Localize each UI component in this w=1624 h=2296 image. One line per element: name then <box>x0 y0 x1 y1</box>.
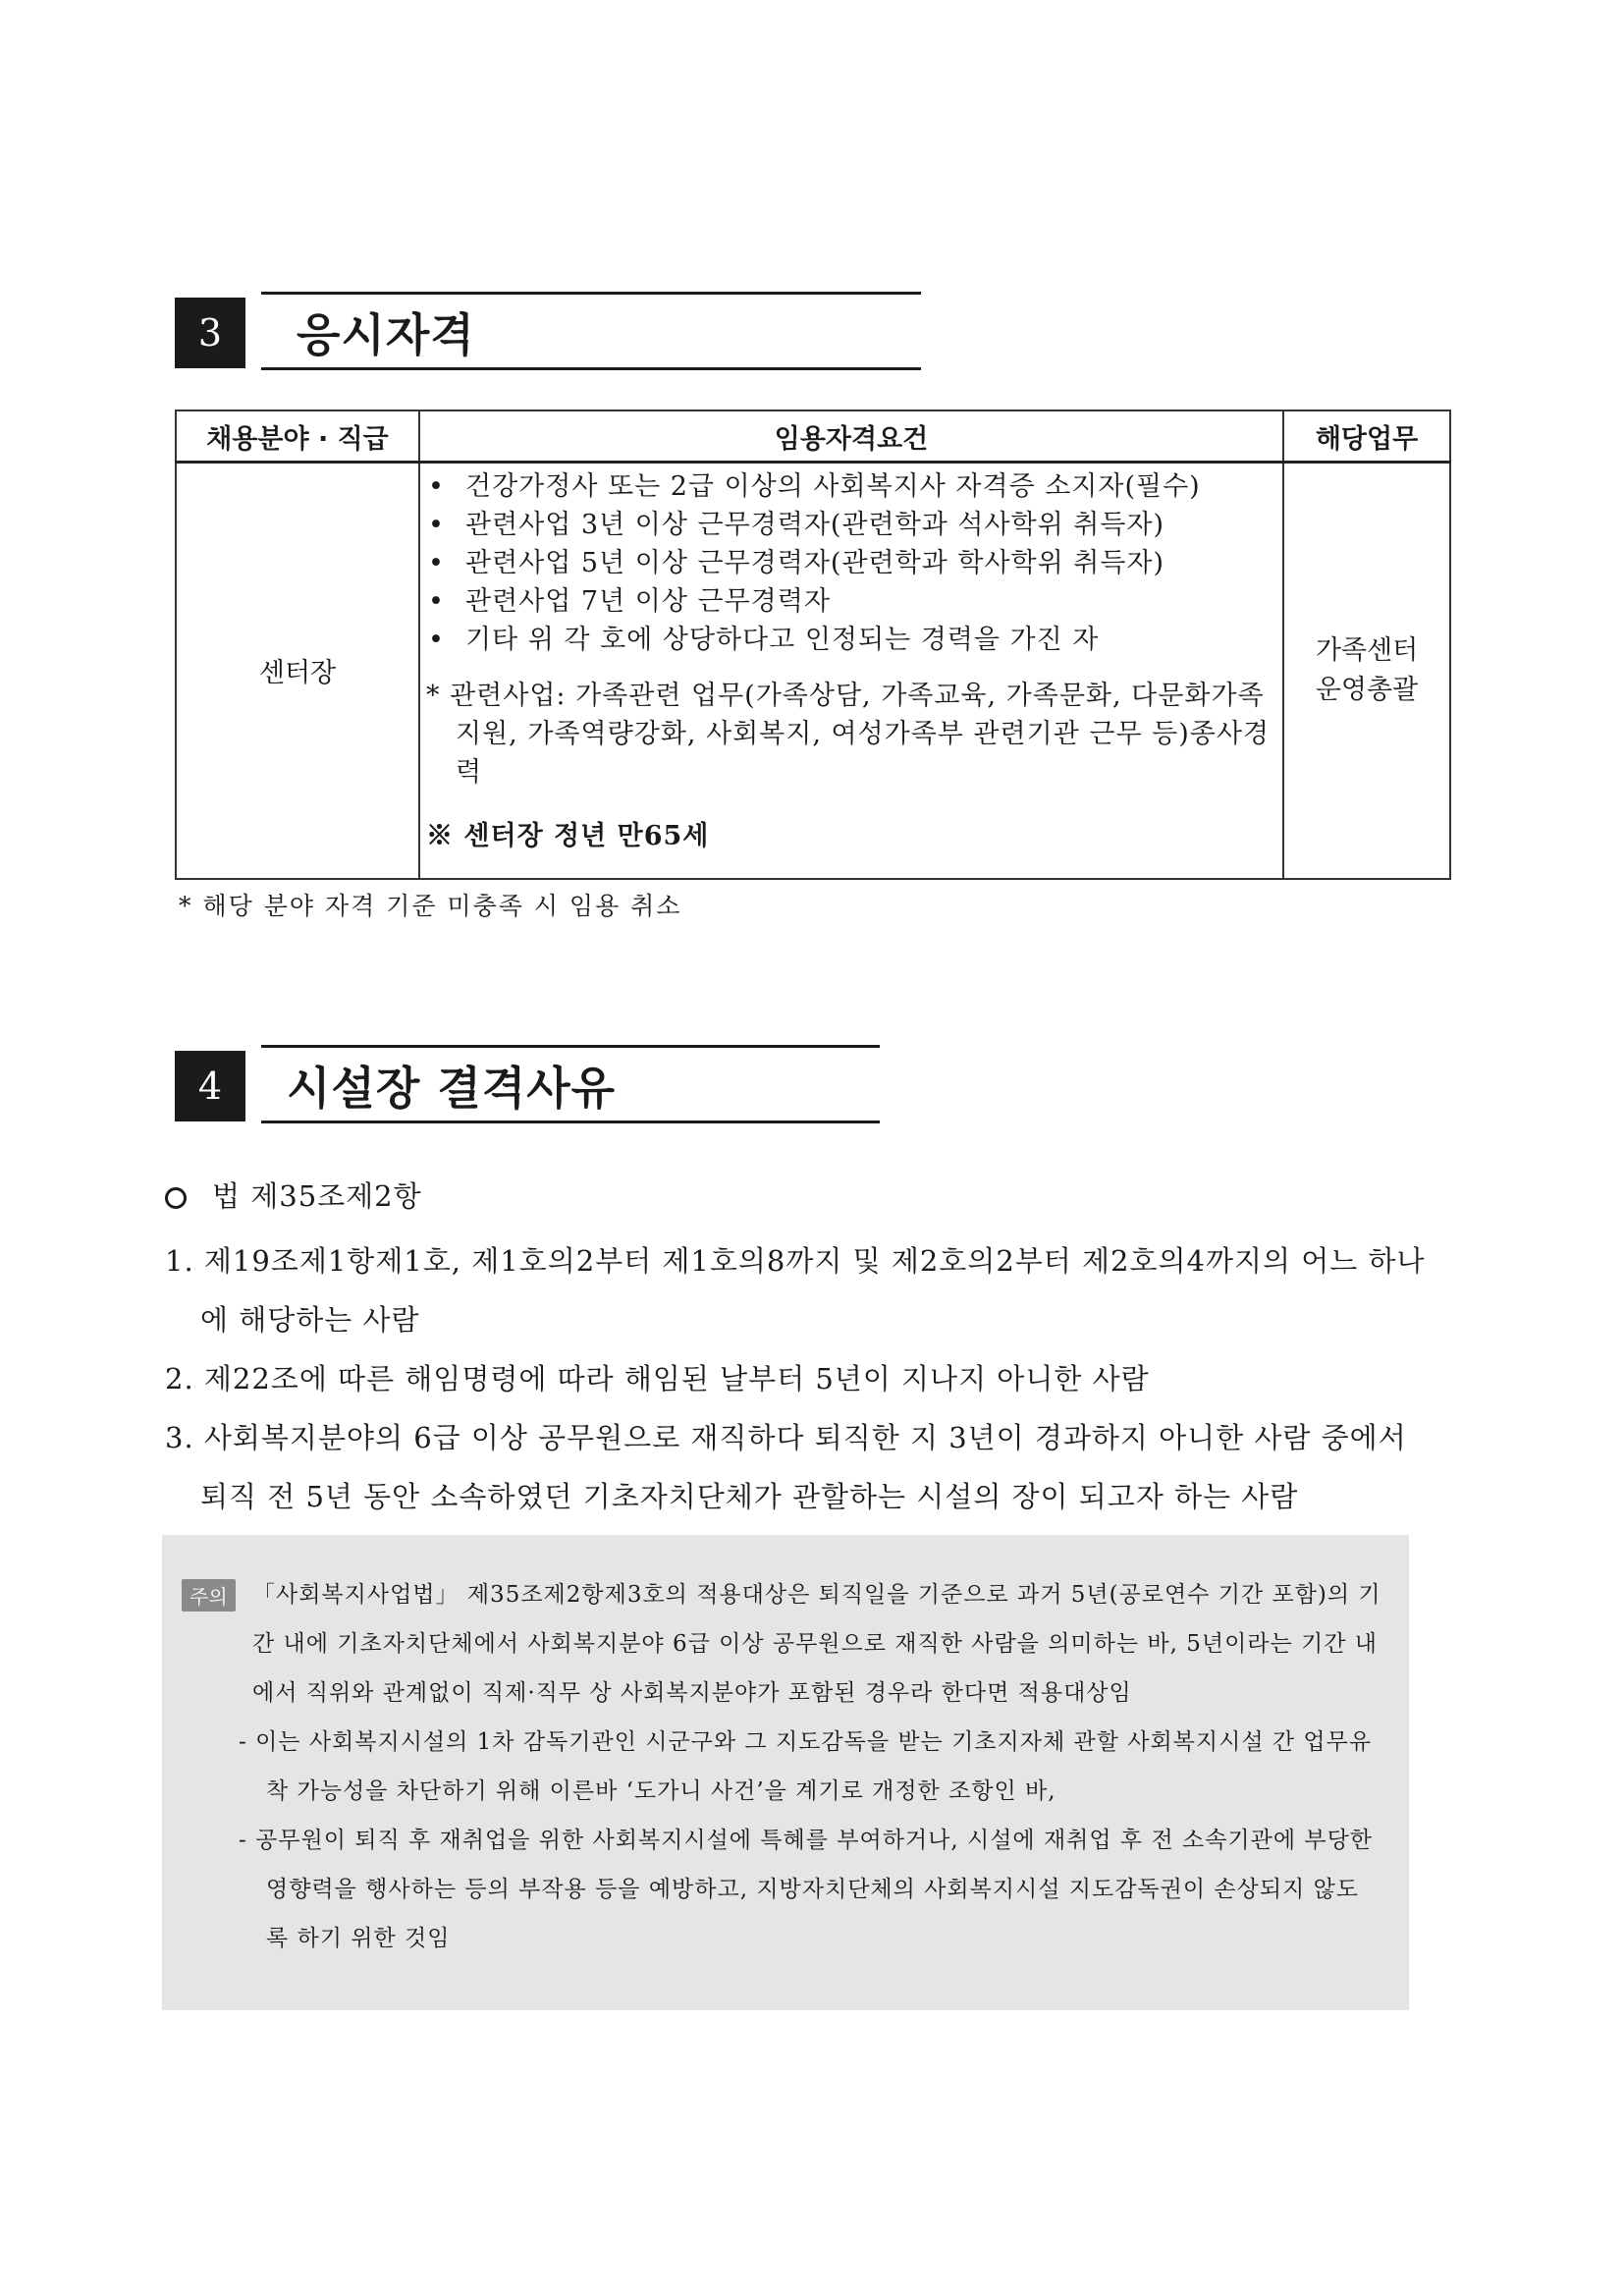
duty-line-1: 가족센터 <box>1315 634 1419 666</box>
disqualification-list <box>165 1231 1441 1526</box>
header-position: 채용분야 · 직급 <box>176 410 419 463</box>
notice-dash-1: - 이는 사회복지시설의 1차 감독기관인 시군구와 그 지도감독을 받는 기초지자체 관할 사회복지시설 간 업무유착 가능성을 차단하기 위해 이른바 ‘도가니 사건’을 계기로 개정한 조항인 바, <box>239 1729 1373 1804</box>
table-footnote: * 해당 분야 자격 기준 미충족 시 임용 취소 <box>179 892 682 920</box>
law-heading-text: 법 제35조제2항 <box>212 1179 422 1213</box>
header-duty: 해당업무 <box>1283 410 1450 463</box>
header-requirements: 임용자격요건 <box>419 410 1283 463</box>
section-title: 시설장 결격사유 <box>287 1062 617 1115</box>
circle-bullet-icon <box>165 1187 187 1209</box>
notice-box <box>162 1535 1409 2010</box>
section-title: 응시자격 <box>297 308 475 361</box>
list-item: • 기타 위 각 호에 상당하다고 인정되는 경력을 가진 자 <box>426 621 1274 659</box>
notice-dash-2: - 공무원이 퇴직 후 재취업을 위한 사회복지시설에 특혜를 부여하거나, 시설에 재취업 후 전 소속기관에 부당한 영향력을 행사하는 등의 부작용 등을 예방하고, 지방자치단체의 사회복지시설 지도감독권이 손상되지 않도록 하기 위한 것임 <box>239 1828 1374 1951</box>
table-header-row <box>176 410 1450 463</box>
law-heading <box>165 1175 422 1215</box>
list-item: 1. 제19조제1항제1호, 제1호의2부터 제1호의8까지 및 제2호의2부터 제2호의4까지의 어느 하나에 해당하는 사람 <box>165 1244 1426 1337</box>
list-item: • 관련사업 3년 이상 근무경력자(관련학과 석사학위 취득자) <box>426 506 1274 544</box>
duty-cell <box>1283 463 1450 879</box>
requirements-list <box>426 467 1274 659</box>
section-number: 3 <box>175 298 245 368</box>
duty-line-2: 운영총괄 <box>1315 674 1419 705</box>
list-item: • 건강가정사 또는 2급 이상의 사회복지사 자격증 소지자(필수) <box>426 467 1274 506</box>
list-item: 3. 사회복지분야의 6급 이상 공무원으로 재직하다 퇴직한 지 3년이 경과하지 아니한 사람 중에서 퇴직 전 5년 동안 소속하였던 기초자치단체가 관할하는 시설의 장이 되고자 하는 사람 <box>165 1421 1407 1513</box>
requirements-cell <box>419 463 1283 879</box>
header-rule-bottom <box>261 367 921 370</box>
list-item: • 관련사업 5년 이상 근무경력자(관련학과 학사학위 취득자) <box>426 544 1274 582</box>
notice-text <box>239 1570 1391 1963</box>
position-cell <box>176 463 419 879</box>
list-item: • 관련사업 7년 이상 근무경력자 <box>426 582 1274 621</box>
related-business-note: * 관련사업: 가족관련 업무(가족상담, 가족교육, 가족문화, 다문화가족지원, 가족역량강화, 사회복지, 여성가족부 관련기관 근무 등)종사경력 <box>426 681 1270 788</box>
list-item: 2. 제22조에 따른 해임명령에 따라 해임된 날부터 5년이 지나지 아니한 사람 <box>165 1362 1150 1395</box>
notice-main: 「사회복지사업법」 제35조제2항제3호의 적용대상은 퇴직일을 기준으로 과거 5년(공로연수 기간 포함)의 기간 내에 기초자치단체에서 사회복지분야 6급 이상 공무원으로 재직한 사람을 의미하는 바, 5년이라는 기간 내에서 직위와 관계없이 직제·직무 상 사회복지분야가 포함된 경우라 한다면 적용대상임 <box>252 1582 1381 1706</box>
position-label: 센터장 <box>258 658 337 689</box>
header-rule-top <box>261 1045 880 1048</box>
notice-tag: 주의 <box>182 1579 236 1612</box>
section-3-header <box>175 292 921 370</box>
header-rule-bottom <box>261 1121 880 1123</box>
qualification-table <box>175 410 1451 880</box>
table-row <box>176 463 1450 879</box>
retirement-age-note: ※ 센터장 정년 만65세 <box>426 821 710 851</box>
header-rule-top <box>261 292 921 295</box>
section-number: 4 <box>175 1051 245 1121</box>
section-4-header <box>175 1045 882 1123</box>
